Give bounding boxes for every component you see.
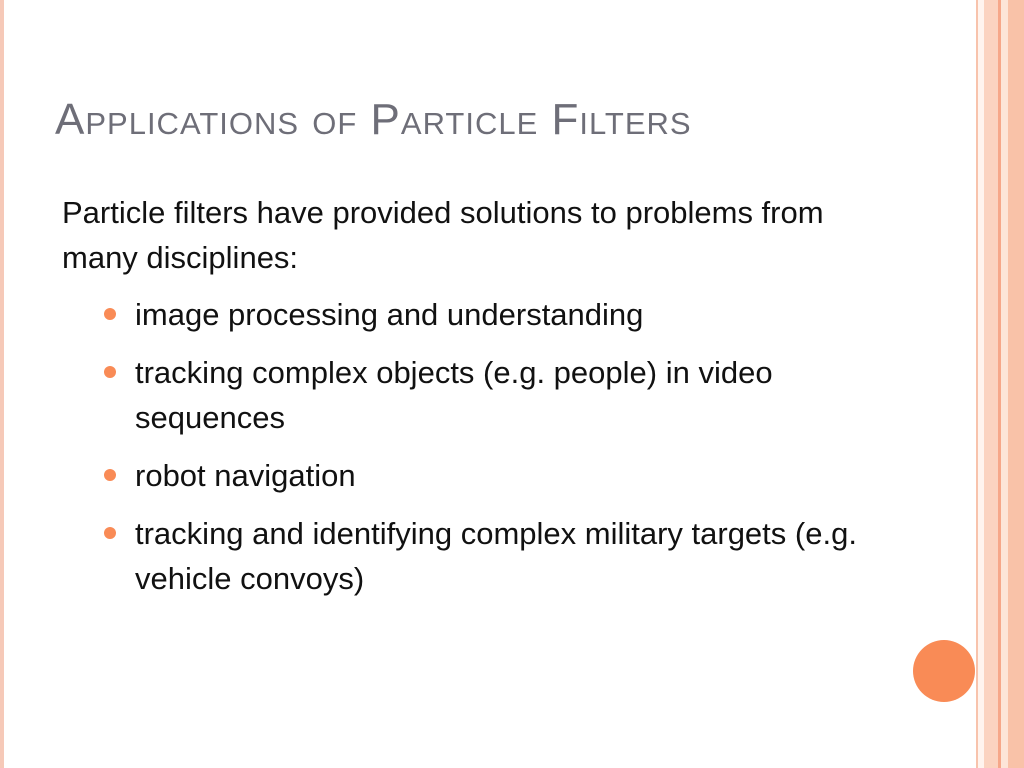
left-border-stripe [0, 0, 4, 768]
bullet-text: image processing and understanding [135, 297, 644, 332]
bullet-item [104, 350, 884, 440]
bullet-text: robot navigation [135, 458, 356, 493]
bullet-item [104, 511, 884, 601]
bullet-item [104, 292, 884, 337]
bullet-item [104, 453, 884, 498]
bullet-list [104, 292, 884, 614]
bullet-dot-icon [104, 366, 116, 378]
bullet-dot-icon [104, 308, 116, 320]
accent-circle [913, 640, 975, 702]
bullet-text: tracking complex objects (e.g. people) in video sequences [135, 355, 773, 435]
bullet-text: tracking and identifying complex military targets (e.g. vehicle convoys) [135, 516, 857, 596]
bullet-dot-icon [104, 527, 116, 539]
right-band-stripe [1001, 0, 1008, 768]
bullet-dot-icon [104, 469, 116, 481]
slide-title: Applications of Particle Filters [55, 95, 692, 144]
slide-intro-text: Particle filters have provided solutions to problems from many disciplines: [62, 195, 824, 275]
right-band-stripe [1008, 0, 1024, 768]
right-band-stripe [984, 0, 998, 768]
